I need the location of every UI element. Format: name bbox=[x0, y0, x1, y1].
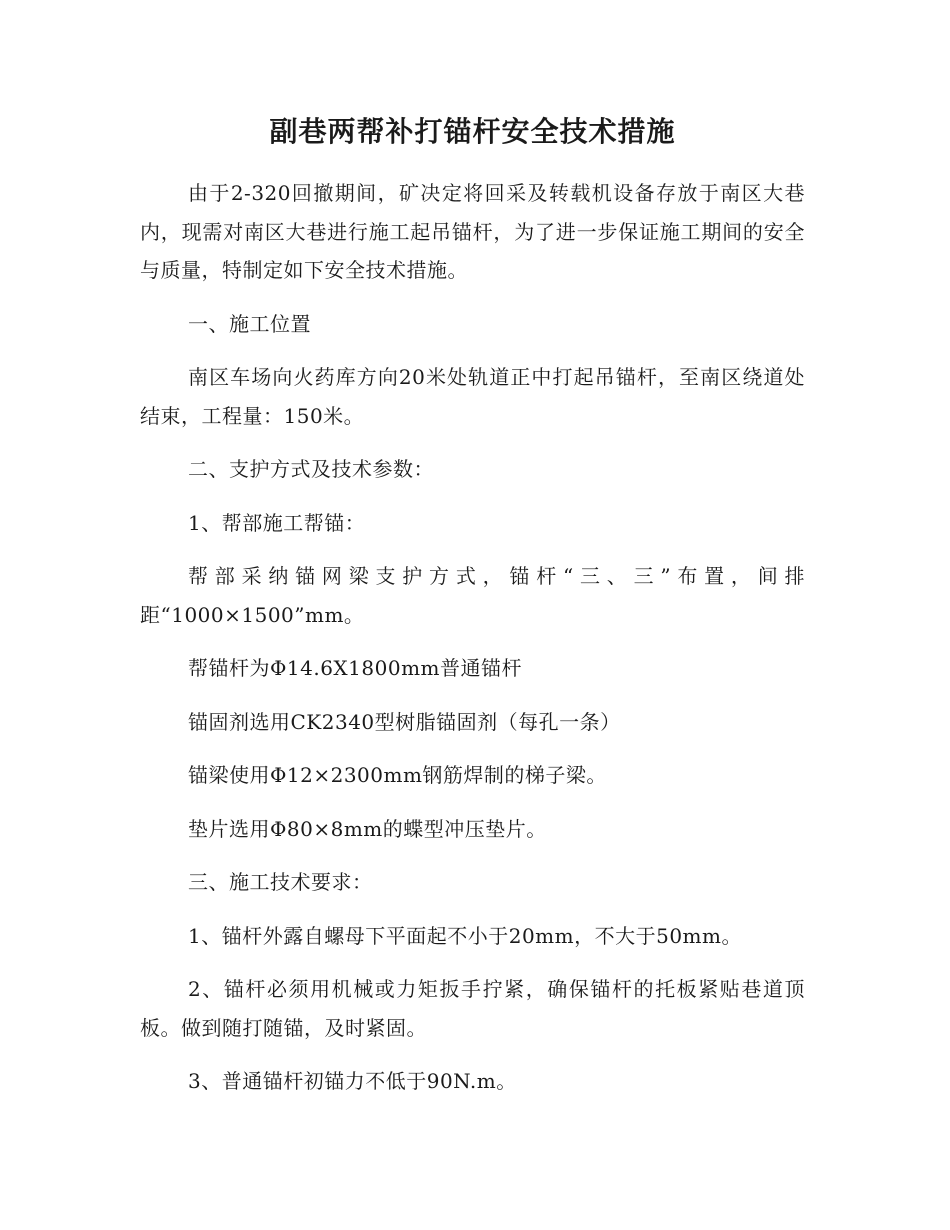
document-page bbox=[140, 110, 805, 1116]
paragraph-support-method: 帮部采纳锚网梁支护方式，锚杆“三、三”布置，间排距“1000×1500”mm。 bbox=[140, 564, 805, 627]
paragraph-resin-spec: 锚固剂选用CK2340型树脂锚固剂（每孔一条） bbox=[188, 709, 621, 734]
requirement-2: 2、锚杆必须用机械或力矩扳手拧紧，确保锚杆的托板紧贴巷道顶板。做到随打随锚，及时紧固。 bbox=[140, 977, 805, 1040]
paragraph-washer-spec: 垫片选用Φ80×8mm的蝶型冲压垫片。 bbox=[188, 816, 547, 841]
document-title: 副巷两帮补打锚杆安全技术措施 bbox=[269, 115, 676, 148]
section-heading-3: 三、施工技术要求： bbox=[188, 870, 373, 894]
requirement-1: 1、锚杆外露自螺母下平面起不小于20mm，不大于50mm。 bbox=[188, 923, 742, 948]
section-heading-1: 一、施工位置 bbox=[188, 311, 311, 336]
paragraph-intro: 由于2-320回撤期间，矿决定将回采及转载机设备存放于南区大巷内，现需对南区大巷进行施工起吊锚杆，为了进一步保证施工期间的安全与质量，特制定如下安全技术措施。 bbox=[140, 181, 805, 282]
paragraph-bolt-spec: 帮锚杆为Φ14.6X1800mm普通锚杆 bbox=[188, 656, 522, 680]
subheading-side-bolts: 1、帮部施工帮锚： bbox=[188, 510, 366, 535]
section-heading-2: 二、支护方式及技术参数： bbox=[188, 457, 434, 481]
paragraph-location: 南区车场向火药库方向20米处轨道正中打起吊锚杆，至南区绕道处结束，工程量：150米。 bbox=[140, 365, 805, 428]
paragraph-beam-spec: 锚梁使用Φ12×2300mm钢筋焊制的梯子梁。 bbox=[188, 763, 607, 787]
requirement-3: 3、普通锚杆初锚力不低于90N.m。 bbox=[188, 1069, 517, 1093]
